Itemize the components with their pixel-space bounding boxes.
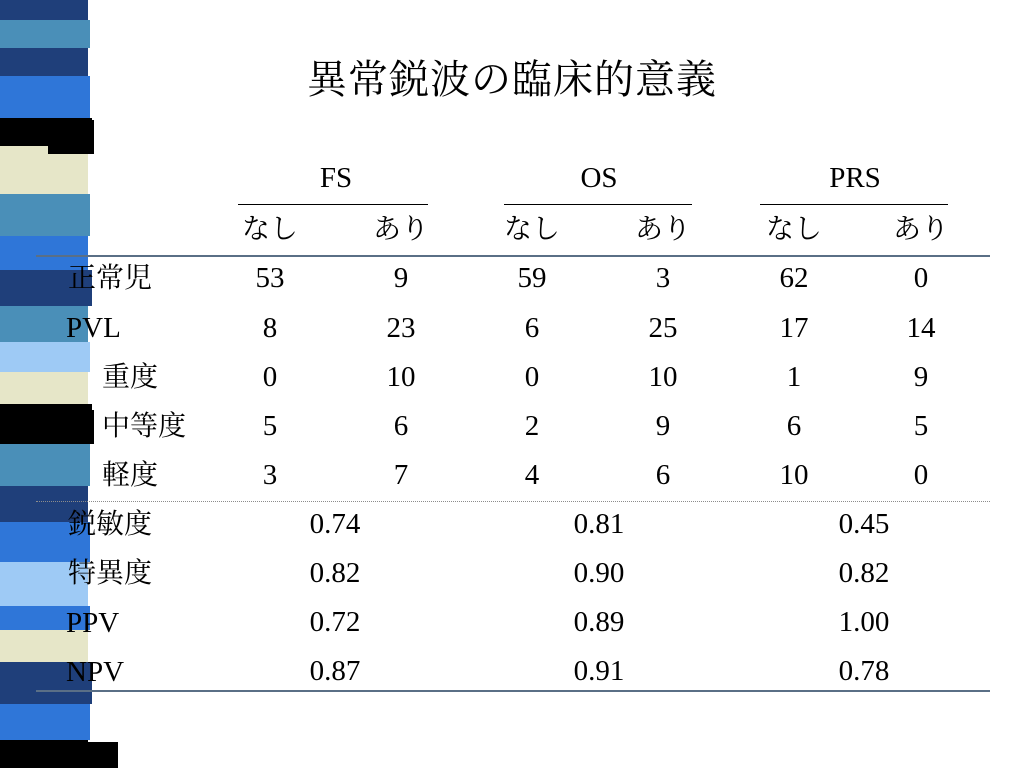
table-cell: 53 xyxy=(255,262,285,294)
subheader-fs-no: なし xyxy=(241,212,299,245)
table-cell: 6 xyxy=(655,459,671,491)
table-cell: 9 xyxy=(655,410,671,442)
table-cell: 10 xyxy=(386,361,416,393)
row-label: 中等度 xyxy=(102,409,187,442)
subheader-os-no: なし xyxy=(503,212,561,245)
table-cell: 5 xyxy=(262,410,278,442)
group-underline xyxy=(238,204,428,205)
table-cell: 0.82 xyxy=(838,557,890,589)
row-label: PPV xyxy=(66,607,120,639)
subheader-prs-no: なし xyxy=(765,212,823,245)
table-cell: 6 xyxy=(786,410,802,442)
bottom-rule xyxy=(36,690,990,692)
table-cell: 0.72 xyxy=(309,606,361,638)
subheader-fs-yes: あり xyxy=(372,212,430,245)
results-table xyxy=(36,150,992,710)
row-label: PVL xyxy=(66,312,121,344)
slide-title: 異常鋭波の臨床的意義 xyxy=(307,57,717,103)
table-cell: 25 xyxy=(648,312,678,344)
row-label: 軽度 xyxy=(102,458,159,491)
stripe-band xyxy=(0,20,90,48)
table-cell: 3 xyxy=(262,459,278,491)
table-cell: 0.45 xyxy=(838,508,890,540)
table-cell: 1.00 xyxy=(838,606,890,638)
table-cell: 3 xyxy=(655,262,671,294)
subheader-prs-yes: あり xyxy=(892,212,950,245)
table-cell: 8 xyxy=(262,312,278,344)
subheader-os-yes: あり xyxy=(634,212,692,245)
stripe-band xyxy=(0,0,88,20)
table-cell: 5 xyxy=(913,410,929,442)
table-cell: 9 xyxy=(913,361,929,393)
row-label: 正常児 xyxy=(68,261,153,294)
table-cell: 4 xyxy=(524,459,540,491)
table-cell: 10 xyxy=(648,361,678,393)
table-cell: 10 xyxy=(779,459,809,491)
table-cell: 0.74 xyxy=(309,508,361,540)
group-header-prs: PRS xyxy=(829,162,881,194)
row-label: NPV xyxy=(66,656,125,688)
table-cell: 0.81 xyxy=(573,508,625,540)
table-cell: 0.78 xyxy=(838,655,890,687)
group-underline xyxy=(760,204,948,205)
table-cell: 59 xyxy=(517,262,547,294)
group-header-fs: FS xyxy=(319,162,353,194)
table-cell: 0 xyxy=(913,459,929,491)
table-cell: 0.91 xyxy=(573,655,625,687)
row-label: 重度 xyxy=(102,360,159,393)
table-cell: 0.87 xyxy=(309,655,361,687)
table-cell: 0 xyxy=(913,262,929,294)
row-label: 鋭敏度 xyxy=(68,507,153,540)
table-cell: 0 xyxy=(524,361,540,393)
table-cell: 17 xyxy=(779,312,809,344)
stripe-block xyxy=(48,742,118,768)
table-cell: 2 xyxy=(524,410,540,442)
table-cell: 6 xyxy=(393,410,409,442)
table-cell: 14 xyxy=(906,312,936,344)
group-header-os: OS xyxy=(580,162,618,194)
table-cell: 23 xyxy=(386,312,416,344)
table-cell: 0.90 xyxy=(573,557,625,589)
table-cell: 9 xyxy=(393,262,409,294)
table-cell: 6 xyxy=(524,312,540,344)
table-cell: 0 xyxy=(262,361,278,393)
table-cell: 7 xyxy=(393,459,409,491)
table-cell: 62 xyxy=(779,262,809,294)
stripe-block xyxy=(48,120,94,154)
table-cell: 1 xyxy=(786,361,802,393)
table-cell: 0.89 xyxy=(573,606,625,638)
group-underline xyxy=(504,204,692,205)
table-cell: 0.82 xyxy=(309,557,361,589)
header-rule xyxy=(36,255,990,257)
row-label: 特異度 xyxy=(68,556,153,589)
